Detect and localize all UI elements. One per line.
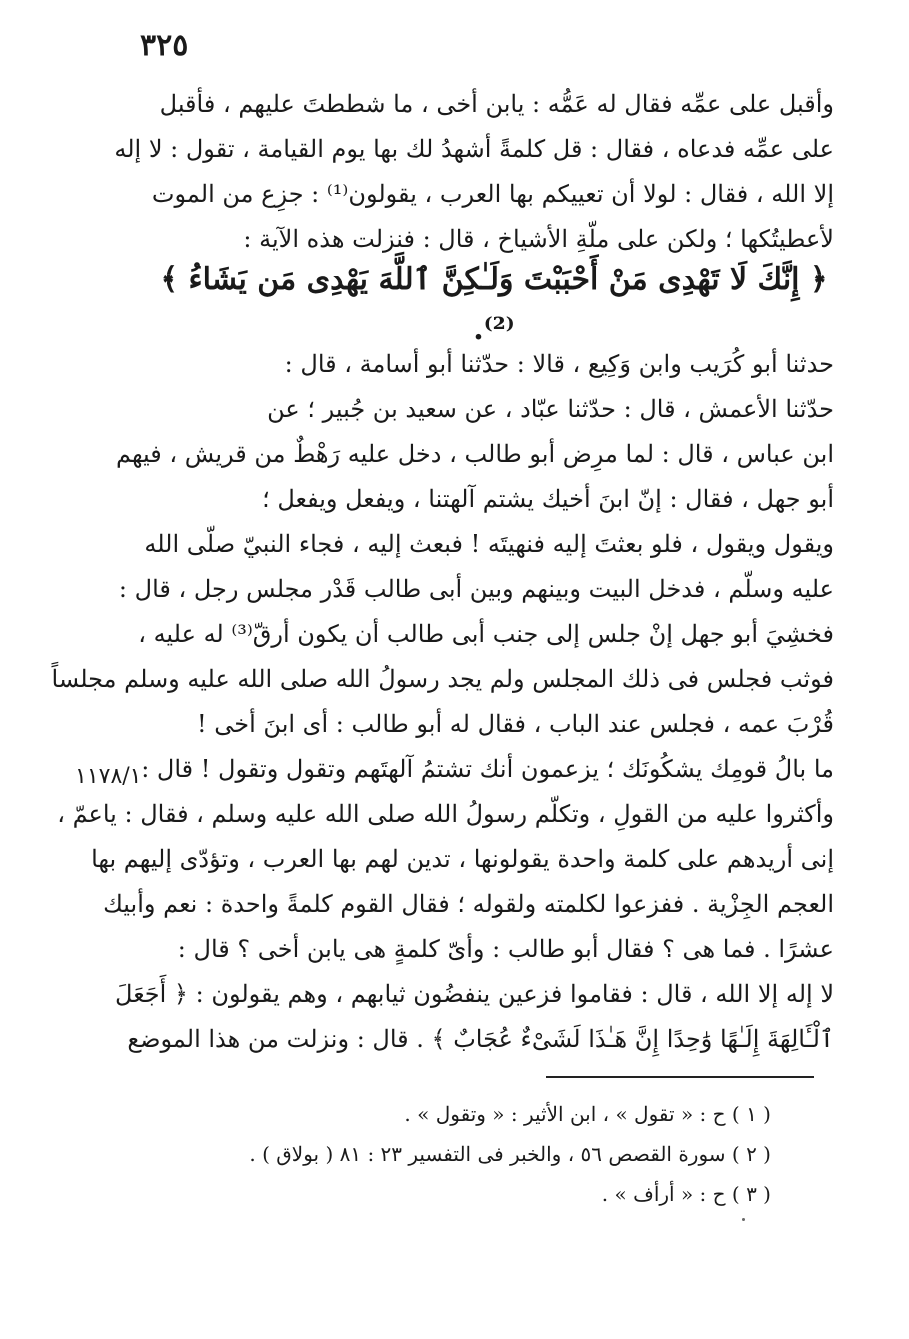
text-line: ٱلْـَٔالِهَةَ إِلَـٰهًا وَٰحِدًا إِنَّ هَـٰذَا لَشَىْءٌ عُجَابٌ ﴾ . قال : ونزلت من هذا الموضع: [127, 1025, 834, 1053]
page-number: ٣٢٥: [140, 28, 189, 63]
footnote-item: ( ٣ ) ح : « أرأف » .: [601, 1182, 771, 1206]
text-line: لأعطيتُكها ؛ ولكن على ملّةِ الأشياخ ، قال : فنزلت هذه الآية :: [243, 225, 834, 253]
text-line: على عمِّه فدعاه ، فقال : قل كلمةً أشهدُ لك بها يوم القيامة ، تقول : لا إله: [114, 135, 834, 163]
text-line: أبو جهل ، فقال : إنّ ابنَ أخيك يشتم آلهتنا ، ويفعل ويفعل ؛: [262, 485, 834, 513]
text-line: ما بالُ قومِك يشكُونَك ؛ يزعمون أنك تشتمُ آلهتَهم وتقول وتقول ! قال :: [141, 755, 834, 783]
text-line: إلا الله ، فقال : لولا أن تعييكم بها العرب ، يقولون⁽¹⁾ : جزِع من الموت: [151, 180, 834, 208]
text-line: عليه وسلّم ، فدخل البيت وبينهم وبين أبى طالب قَدْر مجلس رجل ، قال :: [118, 575, 834, 603]
text-line: وأقبل على عمِّه فقال له عَمُّه : يابن أخى ، ما شططتَ عليهم ، فأقبل: [159, 90, 834, 118]
text-line: إنى أريدهم على كلمة واحدة يقولونها ، تدين لهم بها العرب ، وتؤدّى إليهم بها: [91, 845, 834, 873]
text-line: قُرْبَ عمه ، فجلس عند الباب ، فقال له أبو طالب : أى ابنَ أخى !: [197, 710, 834, 738]
paragraph-first: [114, 82, 834, 262]
quran-verse: ﴿ إِنَّكَ لَا تَهْدِى مَنْ أَحْبَبْتَ وَلَـٰكِنَّ ٱللَّهَ يَهْدِى مَن يَشَاءُ ﴾⁽²⁾.: [160, 262, 828, 347]
footnote-item: ( ١ ) ح : « تقول » ، ابن الأثير : « وتقول » .: [404, 1102, 771, 1126]
text-line: وأكثروا عليه من القولِ ، وتكلّم رسولُ الله صلى الله عليه وسلم ، فقال : ياعمّ ،: [57, 800, 834, 828]
text-line: حدّثنا الأعمش ، قال : حدّثنا عبّاد ، عن سعيد بن جُبير ؛ عن: [267, 395, 834, 423]
margin-reference: ١١٧٨/١: [75, 764, 142, 789]
text-line: حدثنا أبو كُرَيب وابن وَكِيع ، قالا : حدّثنا أبو أسامة ، قال :: [284, 350, 834, 378]
footnote-divider: [546, 1076, 814, 1078]
text-line: العجم الجِزْية . ففزعوا لكلمته ولقوله ؛ فقال القوم كلمةً واحدة : نعم وأبيك: [103, 890, 834, 918]
footnote-item: ( ٢ ) سورة القصص ٥٦ ، والخبر فى التفسير ٢٣ : ٨١ ( بولاق ) .: [249, 1142, 771, 1166]
print-speck: [742, 1218, 745, 1221]
text-line: لا إله إلا الله ، قال : فقاموا فزعين ينفضُون ثيابهم ، وهم يقولون : ﴿ أَجَعَلَ: [115, 980, 834, 1008]
text-line: فخشِيَ أبو جهل إنْ جلس إلى جنب أبى طالب أن يكون أرقّ⁽³⁾ له عليه ،: [138, 620, 834, 648]
text-line: عشرًا . فما هى ؟ فقال أبو طالب : وأىّ كلمةٍ هى يابن أخى ؟ قال :: [177, 935, 834, 963]
text-line: ابن عباس ، قال : لما مرِض أبو طالب ، دخل عليه رَهْطٌ من قريش ، فيهم: [115, 440, 834, 468]
text-line: فوثب فجلس فى ذلك المجلس ولم يجد رسولُ الله صلى الله عليه وسلم مجلساً: [51, 665, 834, 693]
text-line: ويقول ويقول ، فلو بعثتَ إليه فنهيتَه ! فبعث إليه ، فجاء النبيّ صلّى الله: [144, 530, 834, 558]
footnotes: [131, 1094, 771, 1214]
